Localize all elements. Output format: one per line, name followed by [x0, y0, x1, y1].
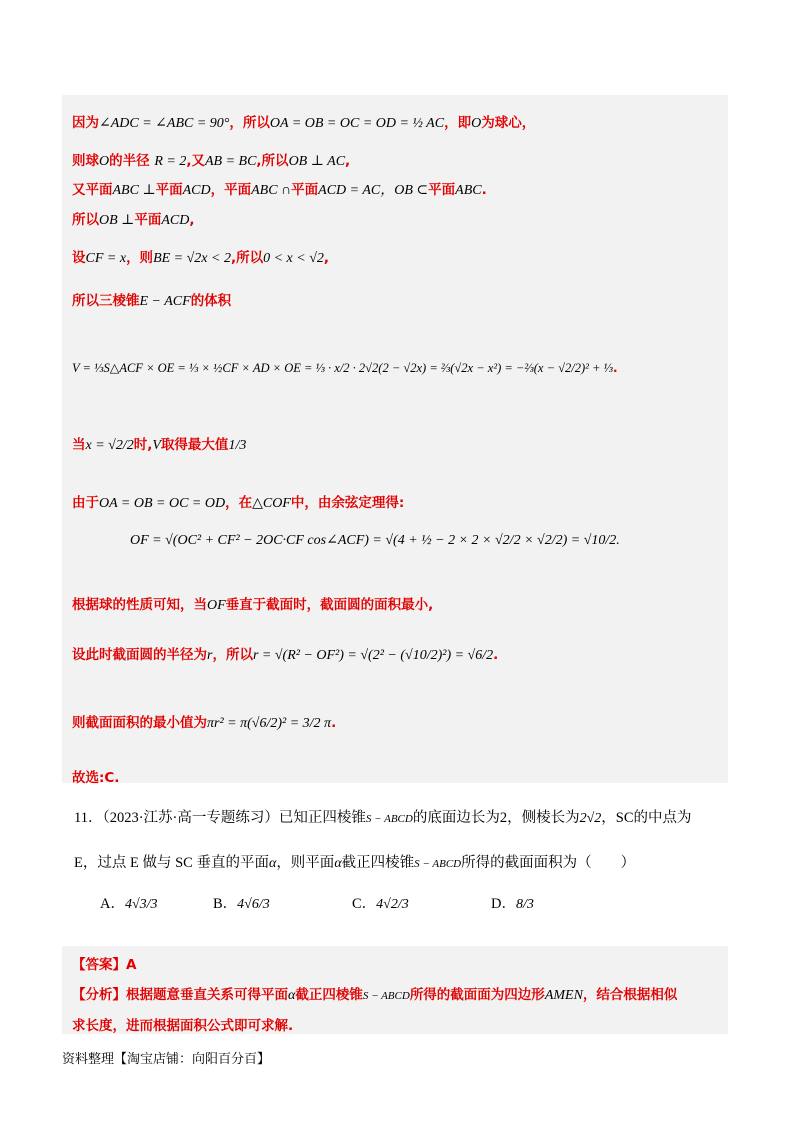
math: α — [288, 988, 296, 1003]
answer-label — [72, 953, 136, 973]
text: E，过点 E 做与 SC 垂直的平面 — [74, 855, 269, 871]
text: 所得的截面面积为（ ） — [461, 855, 636, 871]
solution-line-3 — [72, 178, 487, 199]
volume-formula — [72, 360, 618, 376]
option-letter: A． — [100, 896, 125, 912]
math: △COF — [252, 496, 291, 511]
text: 平面 — [291, 182, 319, 198]
footer-note: 资料整理【淘宝店铺：向阳百分百】 — [62, 1052, 271, 1067]
math: ABC — [455, 183, 482, 198]
text: 设此时截面圆的半径为 — [72, 647, 207, 663]
text: 根据球的性质可知，当 — [72, 597, 207, 613]
text: 所得的截面面为四边形 — [409, 987, 545, 1003]
text: ,所以 — [256, 153, 289, 169]
option-b[interactable] — [213, 892, 270, 913]
math: AMEN — [544, 988, 583, 1003]
text: 的半径 — [109, 153, 150, 169]
math: AB = BC — [204, 154, 257, 169]
text: 【答案】A — [72, 957, 137, 973]
math: ACD = AC，OB ⊂ — [318, 183, 429, 198]
math: V — [152, 438, 161, 453]
text: 设 — [72, 250, 86, 266]
text: 截正四棱锥 — [295, 987, 363, 1003]
math: ABC ⊥ — [112, 183, 156, 198]
text: 时, — [133, 437, 153, 453]
math: r = √(R² − OF²) = √(2² − (√10/2)²) = √6/2 — [252, 648, 494, 663]
option-value: 4√3/3 — [124, 897, 158, 912]
solution-line-11 — [72, 593, 433, 614]
math: 0 < x < √2 — [263, 251, 324, 266]
text: . — [331, 715, 337, 731]
text: ，所以 — [229, 115, 270, 131]
text: . — [481, 182, 487, 198]
option-letter: C． — [352, 896, 377, 912]
question-line-2 — [74, 851, 635, 872]
math: r — [207, 648, 213, 663]
solution-line-5 — [72, 246, 329, 267]
text: 又平面 — [72, 182, 113, 198]
text: 中，由余弦定理得: — [290, 495, 405, 511]
option-a[interactable] — [100, 892, 158, 913]
math: 2√2 — [579, 811, 602, 826]
math: S − ABCD — [414, 858, 462, 870]
text: ，则平面 — [276, 855, 335, 871]
math: OB ⊥ AC — [288, 154, 346, 169]
analysis-line-2 — [72, 1014, 293, 1034]
solution-line-13 — [72, 711, 336, 732]
text: , — [323, 250, 330, 266]
text: 当 — [72, 437, 86, 453]
text: 平面 — [428, 182, 456, 198]
math: V = ⅓S△ACF × OE = ⅓ × ½CF × AD × OE = ⅓ · x/2 · 2√2(2 − √2x) = ⅔(√2x − x²) = −⅔(x − √2/2)² + ⅓ — [72, 361, 613, 375]
text: , — [189, 212, 195, 228]
text: 平面 — [134, 212, 162, 228]
option-letter: B． — [213, 896, 238, 912]
math: 1/3 — [228, 438, 247, 453]
text: 11．（2023·江苏·高一专题练习）已知正四棱锥 — [74, 810, 366, 826]
math: ACD — [182, 183, 211, 198]
text: 为球心， — [481, 115, 536, 131]
text: ，则 — [126, 250, 154, 266]
math: ∠ADC = ∠ABC = 90° — [99, 116, 230, 131]
option-value: 4√2/3 — [376, 897, 409, 912]
text: ,又 — [186, 153, 205, 169]
text: 垂直于截面时，截面圆的面积最小, — [225, 597, 434, 613]
math: E − ACF — [139, 294, 191, 309]
text: 所以 — [72, 212, 99, 228]
math: CF = x — [85, 251, 127, 266]
option-letter: D． — [491, 896, 516, 912]
solution-line-12 — [72, 643, 498, 664]
math: OA = OB = OC = OD = ½ AC — [269, 116, 445, 131]
text: 平面 — [155, 182, 183, 198]
option-value: 4√6/3 — [237, 897, 270, 912]
math: πr² = π(√6/2)² = 3/2 π — [207, 716, 332, 731]
option-value: 8/3 — [515, 897, 534, 912]
cosine-formula — [130, 532, 620, 549]
text: ，平面 — [210, 182, 252, 198]
math: S − ABCD — [365, 813, 413, 825]
text: ，结合根据相似 — [582, 987, 678, 1003]
math: OF — [207, 598, 226, 613]
math: OB ⊥ — [99, 213, 135, 228]
math: OA = OB = OC = OD — [99, 496, 226, 511]
question-line-1 — [74, 806, 692, 827]
solution-line-8 — [72, 433, 246, 454]
analysis-line-1 — [72, 983, 677, 1004]
math: S − ABCD — [362, 990, 410, 1002]
text: ，所以 — [212, 647, 253, 663]
text: ，即 — [444, 115, 472, 131]
math: R = 2 — [154, 154, 187, 169]
math: BE = √2x < 2 — [153, 251, 231, 266]
math: ACD — [161, 213, 190, 228]
math: ABC ∩ — [251, 183, 292, 198]
text: 则球 — [72, 153, 99, 169]
solution-line-1 — [72, 111, 535, 132]
text: 因为 — [72, 115, 99, 131]
solution-line-9 — [72, 491, 404, 512]
text: 所以三棱锥 — [72, 293, 140, 309]
text: 截正四棱锥 — [341, 855, 415, 871]
text: 取得最大值 — [160, 437, 229, 453]
text: 则截面面积的最小值为 — [72, 715, 207, 731]
math: O — [99, 154, 110, 169]
text: ，在 — [225, 495, 253, 511]
math: O — [471, 116, 482, 131]
text: ,所以 — [230, 250, 264, 266]
option-d[interactable] — [491, 892, 534, 913]
solution-line-2 — [72, 149, 350, 170]
text: 的体积 — [190, 293, 232, 309]
solution-conclusion — [72, 766, 119, 786]
text: , — [345, 153, 351, 169]
option-c[interactable] — [352, 892, 409, 913]
text: 故选:C. — [72, 770, 120, 786]
math: x = √2/2 — [85, 438, 134, 453]
text: 的底面边长为2，侧棱长为 — [412, 810, 580, 826]
text: ，SC的中点为 — [601, 810, 692, 826]
solution-line-6 — [72, 289, 231, 310]
math: α — [334, 856, 342, 871]
text: . — [493, 647, 499, 663]
text: 求长度，进而根据面积公式即可求解. — [72, 1018, 294, 1034]
math: α — [268, 856, 277, 871]
text: . — [612, 361, 618, 375]
text: 由于 — [72, 495, 99, 511]
math: OF = √(OC² + CF² − 2OC·CF cos∠ACF) = √(4 + ½ − 2 × 2 × √2/2 × √2/2) = √10/2. — [130, 533, 620, 548]
solution-line-4 — [72, 208, 194, 229]
text: 【分析】根据题意垂直关系可得平面 — [72, 987, 288, 1003]
